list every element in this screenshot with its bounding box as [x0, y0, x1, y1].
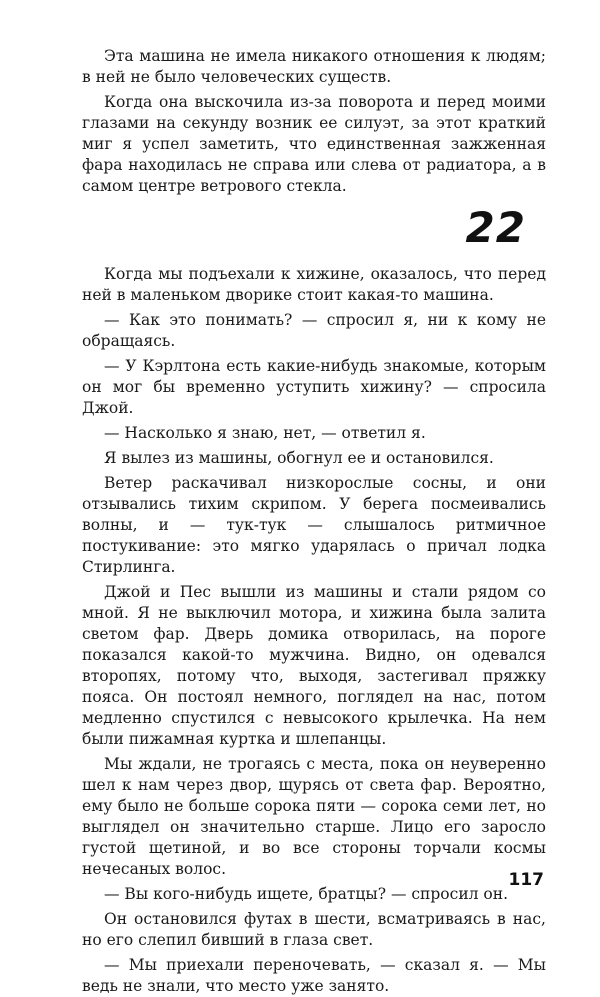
paragraph: Я вылез из машины, обогнул ее и остановился.	[104, 449, 494, 467]
chapter-number: 22	[465, 203, 526, 252]
dialogue-line: — Вы кого-нибудь ищете, братцы? — спросил он.	[104, 885, 509, 903]
paragraph: Эта машина не имела никакого отношения к людям; в ней не было человеческих существ.	[82, 47, 546, 86]
dialogue-line: — Насколько я знаю, нет, — ответил я.	[104, 424, 426, 442]
previous-chapter-ending	[82, 46, 546, 197]
paragraph: Когда мы подъехали к хижине, оказалось, что перед ней в маленьком дворике стоит какая-то машина.	[82, 265, 546, 304]
dialogue-line: — У Кэрлтона есть какие-нибудь знакомые, которым он мог бы временно уступить хижину? — спросила Джой.	[82, 357, 546, 417]
paragraph: Когда она выскочила из-за поворота и перед моими глазами на секунду возник ее силуэт, за этот краткий миг я успел заметить, что единственная зажженная фара находилась не справа или слева от радиатора, а в самом центре ветрового стекла.	[82, 93, 546, 195]
dialogue-line: — Как это понимать? — спросил я, ни к кому не обращаясь.	[82, 311, 546, 350]
paragraph: Он остановился футах в шести, всматриваясь в нас, но его слепил бивший в глаза свет.	[82, 910, 546, 949]
chapter-body	[82, 264, 546, 997]
page-number: 117	[508, 870, 544, 890]
dialogue-line: — Мы приехали переночевать, — сказал я. — Мы ведь не знали, что место уже занято.	[82, 956, 546, 995]
paragraph: Джой и Пес вышли из машины и стали рядом со мной. Я не выключил мотора, и хижина была залита светом фар. Дверь домика отворилась, на пороге показался какой-то мужчина. Видно, он одевался второпях, потому что, выходя, застегивал пряжку пояса. Он постоял немного, поглядел на нас, потом медленно спустился с невысокого крылечка. На нем были пижамная куртка и шлепанцы.	[82, 583, 546, 748]
paragraph: Ветер раскачивал низкорослые сосны, и они отзывались тихим скрипом. У берега посмеивались волны, и — тук-тук — слышалось ритмичное постукивание: это мягко ударялась о причал лодка Стирлинга.	[82, 474, 546, 576]
paragraph: Мы ждали, не трогаясь с места, пока он неуверенно шел к нам через двор, щурясь от света фар. Вероятно, ему было не больше сорока пяти — сорока семи лет, но выглядел он значительно старше. Лицо его заросло густой щетиной, и во все стороны торчали космы нечесаных волос.	[82, 755, 546, 878]
